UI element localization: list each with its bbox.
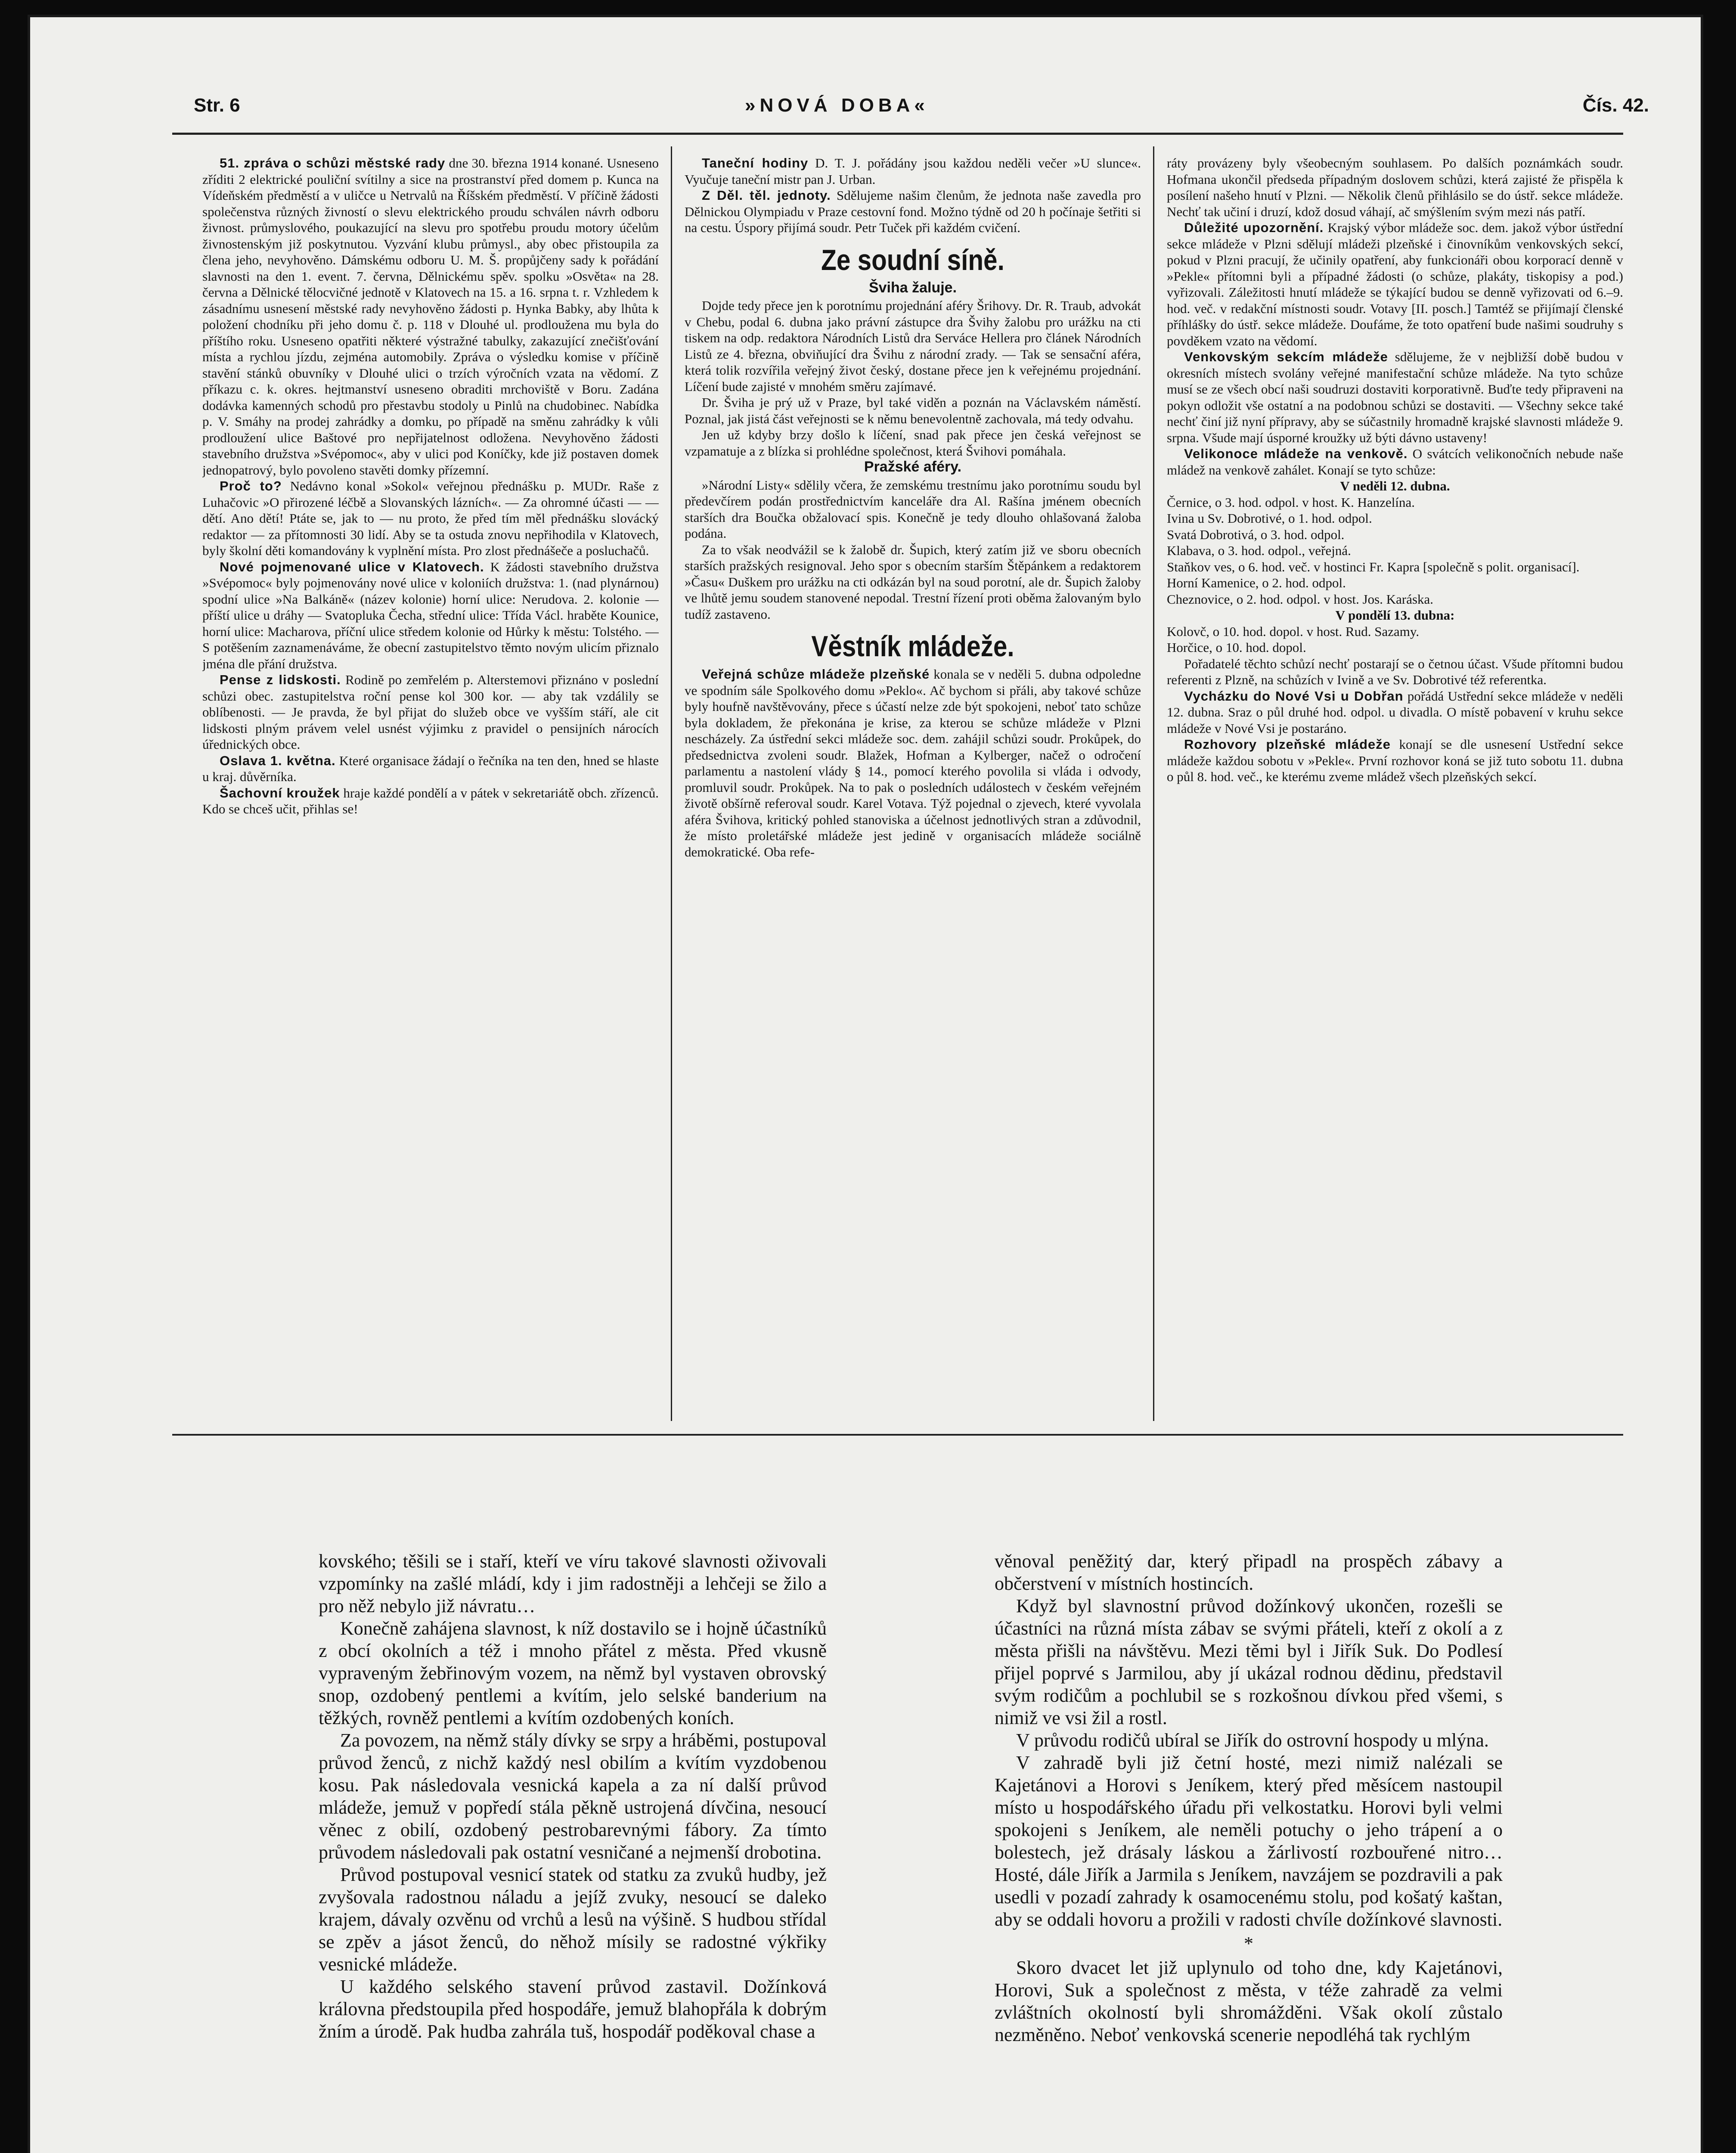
news-headline: Z Děl. těl. jednoty. xyxy=(702,188,831,203)
news-text: hraje každé pondělí a v pátek v sekretariátě obch. zřízenců. Kdo se chceš učit, přihlas se! xyxy=(202,785,659,816)
column-3 xyxy=(1167,155,1623,1447)
court-paragraph: Dojde tedy přece jen k porotnímu projednání aféry Šrihovy. Dr. R. Traub, advokát v Chebu, podal 6. dubna jako právní zástupce dra Švihy žalobu pro urážku na cti tiskem na odp. redaktora Národních Listů dra Serváce Hellera pro článek Národních Listů ze 4. března, obviňující dra Švihu z národní zrady. — Tak se sensační aféra, která tolik rozvířila veřejný život český, dostane přece jen k veřejnému projednání. Líčení bude zajisté v mnohém směru zajímavé. xyxy=(685,298,1141,394)
schedule-entry: Klabava, o 3. hod. odpol., veřejná. xyxy=(1167,543,1351,558)
masthead xyxy=(65,90,1658,129)
news-headline: Velikonoce mládeže na venkově. xyxy=(1184,446,1408,461)
serial-left-column xyxy=(319,1550,827,2153)
serial-paragraph: Průvod postupoval vesnicí statek od statku za zvuků hudby, jež zvyšovala radostnou náladu a jejíž zvuky, nesoucí se daleko krajem, dávaly ozvěnu od vrchů a lesů na výšině. S hudbou střídal se zpěv a jásot ženců, do něhož mísily se radostné výkřiky vesnické mládeže. xyxy=(319,1864,827,1975)
news-item xyxy=(202,753,659,785)
section-title-court: Ze soudní síně. xyxy=(821,243,1004,276)
news-text: Nedávno konal »Sokol« veřejnou přednášku p. MUDr. Raše z Luhačovic »O přirozené léčbě a Slovanských lázních«. — Za ohromné účasti — — dětí. Ano dětí! Ptáte se, jak to — nu proto, že před tím měl přednášku slovácký redaktor — za přítomnosti 30 lidí. Aby se ta ostuda znovu nepřihodila v Klatovech, byly školní děti komandovány k vyplnění místa. Pro zlost přednášeče a posluchačů. xyxy=(202,478,659,558)
serial-paragraph: Za povozem, na němž stály dívky se srpy a hráběmi, postupoval průvod ženců, z nichž každý nesl obilím a kvítím vyzdobenou kosu. Pak následovala vesnická kapela a za ní další průvod mládeže, jemuž v popředí stála pěkně ustrojená dívčina, nesoucí věnec z obilí, ozdobený pestrobarevnými fábory. Za tímto průvodem následovali pak ostatní vesničané a nejmenší drobotina. xyxy=(319,1730,827,1863)
news-headline: Rozhovory plzeňské mládeže xyxy=(1184,737,1391,752)
serial-right-column xyxy=(995,1550,1503,2153)
news-item xyxy=(202,672,659,753)
news-text: Které organisace žádají o řečníka na ten den, hned se hlaste u kraj. důvěrníka. xyxy=(202,753,659,784)
court-paragraph: Za to však neodvážil se k žalobě dr. Šupich, který zatím již ve sboru obecních starších pražských resignoval. Jeho spor s obecním starším Štěpánkem a redaktorem »Času« Duškem pro urážku na cti odkázán byl na soud porotní, ale dr. Šupich žaloby ve lhůtě jemu soudem stanovené nepodal. Trestní řízení proti oběma žalovaným bylo tudíž zastaveno. xyxy=(685,542,1141,622)
news-text: Sdělujeme našim členům, že jednota naše zavedla pro Dělnickou Olympiadu v Praze cestovní fond. Možno týdně od 20 h počínaje šetřiti si na cestu. Úspory přijímá soudr. Petr Tuček při každém cvičení. xyxy=(685,188,1141,235)
serial-paragraph: Konečně zahájena slavnost, k níž dostavilo se i hojně účastníků z obcí okolních a též i mnoho přátel z města. Před vkusně vypraveným žebřinovým vozem, na němž byl vystaven obrovský snop, ozdobený pentlemi a kvítím, jelo selské banderium na těžkých, rovněž pentlemi a kvítím ozdobených koních. xyxy=(319,1618,827,1728)
schedule-entry: Svatá Dobrotivá, o 3. hod. odpol. xyxy=(1167,527,1345,542)
schedule-entry: Kolovč, o 10. hod. dopol. v host. Rud. Sazamy. xyxy=(1167,624,1420,639)
schedule-entry: Horní Kamenice, o 2. hod. odpol. xyxy=(1167,575,1346,590)
column-2 xyxy=(685,155,1141,1447)
column-divider xyxy=(671,146,672,1421)
news-headline: 51. zpráva o schůzi městské rady xyxy=(220,155,446,171)
continued-paragraph: ráty provázeny byly všeobecným souhlasem. Po dalších poznámkách soudr. Hofmana ukončil předseda případným doslovem schůzi, která zajisté že přispěla k posílení našeho hnutí v Plzni. — Několik členů přihlásilo se do ústř. sekce mládeže. Nechť tak učiní i druzí, kdož dosud váhají, ač smýšlením svým mezi nás patří. xyxy=(1167,155,1623,219)
serial-paragraph: Skoro dvacet let již uplynulo od toho dne, kdy Kajetánovi, Horovi, Suk a společnost z města, v téže zahradě za velmi zvláštních okolností byli shromážděni. Však okolí zůstalo nezměněno. Neboť venkovská scenerie nepodléhá tak rychlým xyxy=(995,1957,1503,2045)
news-text: konala se v neděli 5. dubna odpoledne ve spodním sále Spolkového domu »Peklo«. Ač bychom si přáli, aby takové schůze byly houfně navštěvovány, přece s účastí nelze zde být spokojeni, neboť tato schůze byla dokladem, že překonána je krise, za kterou se schůze mládeže v Plzni nescházely. Za ústřední sekci mládeže soc. dem. zahájil schůzi soudr. Prokůpek, do předsednictva zvoleni soudr. Blažek, Hofman a Kylberger, načež o odročení parlamentu a nastolení vlády § 14., pomocí kterého povolila si vláda i odvody, promluvil soudr. Prokůpek. Na to pak o posledních událostech v českém veřejném životě obšírně referoval soudr. Karel Votava. Týž pojednal o zjevech, které vyvolala aféra Švihova, kritický pohled stanoviska a účelnost jednotlivých stran a zdůvodnil, že místo proletářské mládeže jest jedině v organisacích mládeže sociálně demokratické. Oba refe- xyxy=(685,667,1141,859)
column-1 xyxy=(202,155,659,1447)
serial-paragraph: U každého selského stavení průvod zastavil. Dožínková královna předstoupila před hospodáře, jemuž blahopřála k dobrým žním a úrodě. Pak hudba zahrála tuš, hospodář poděkoval chase a xyxy=(319,1976,827,2042)
section-title-youth: Věstník mládeže. xyxy=(811,630,1014,663)
court-paragraph: Dr. Šviha je prý už v Praze, byl také viděn a poznán na Václavském náměstí. Poznal, jak jistá část veřejnosti se k němu benevolentně zachovala, má tedy odvahu. xyxy=(685,395,1141,426)
page-label: Str. 6 xyxy=(194,95,240,116)
schedule-entry: Horčice, o 10. hod. dopol. xyxy=(1167,640,1306,655)
news-headline: Veřejná schůze mládeže plzeňské xyxy=(702,667,930,682)
news-item xyxy=(685,155,1141,187)
news-item xyxy=(202,785,659,817)
issue-number: Čís. 42. xyxy=(1582,95,1649,116)
newspaper-page xyxy=(30,17,1701,2153)
news-text: O svátcích velikonočních nebude naše mládež na venkově zahálet. Konají se tyto schůze: xyxy=(1167,446,1623,478)
serial-paragraph: V průvodu rodičů ubíral se Jiřík do ostrovní hospody u mlýna. xyxy=(1016,1730,1489,1751)
news-item xyxy=(1167,220,1623,349)
newspaper-title: »NOVÁ DOBA« xyxy=(745,95,929,116)
schedule-entry: Staňkov ves, o 6. hod. več. v hostinci Fr. Kapra [společně s polit. organisací]. xyxy=(1167,559,1580,574)
news-headline: Venkovským sekcím mládeže xyxy=(1184,349,1388,364)
news-text: Krajský výbor mládeže soc. dem. jakož výbor ústřední sekce mládeže v Plzni sdělují mládeži plzeňské i činovníkům venkovských sekcí, pokud v Plzni pracují, že učinily opatření, aby funkcionáři obou korporací denně v »Pekle« přítomni byli a případné žádosti (o schůze, plakáty, tiskopisy a pod.) vyřizovali. Záležitosti hnutí mládeže se týkající budou se denně vyřizovati od 6.–9. hod. več. v redakční místnosti soudr. Votavy [II. posch.] Tamtéž se přijímají členské příhlášky do ústř. sekce mládeže. Doufáme, že toto opatření bude našimi soudruhy s povděkem vzato na vědomí. xyxy=(1167,220,1623,348)
news-headline: Důležité upozornění. xyxy=(1184,220,1324,235)
news-item xyxy=(1167,446,1623,478)
news-item xyxy=(202,478,659,559)
court-paragraph: »Národní Listy« sdělily včera, že zemskému trestnímu jako porotnímu soudu byl předevčírem podán prostřednictvím kanceláře dra Al. Rašína jménem obecních starších dra Boučka obžalovací spis. Konečně je tedy dlouho ohlašovaná žaloba podána. xyxy=(685,477,1141,541)
news-headline: Pense z lidskosti. xyxy=(220,672,341,687)
news-headline: Proč to? xyxy=(220,478,282,493)
news-item xyxy=(1167,688,1623,737)
schedule-entry: Cheznovice, o 2. hod. odpol. v host. Jos. Karáska. xyxy=(1167,591,1434,607)
schedule-entry: Ivina u Sv. Dobrotivé, o 1. hod. odpol. xyxy=(1167,511,1372,526)
news-text: D. T. J. pořádány jsou každou neděli večer »U slunce«. Vyučuje taneční mistr pan J. Urban. xyxy=(685,155,1141,187)
serial-paragraph: V zahradě byli již četní hosté, mezi nimiž nalézali se Kajetánovi a Horovi s Jeníkem, který před měsícem nastoupil místo u hospodářského úřadu při velkostatku. Horovi byli velmi spokojeni s Jeníkem, ale neměli potuchy o jeho trápení a o bolestech, jež drásaly láskou a žárlivostí rozbouřené nitro… Hosté, dále Jiřík a Jarmila s Jeníkem, navzájem se pozdravili a pak usedli v pozadí zahrady k osamocenému stolu, pod košatý kaštan, aby se oddali hovoru a prožili v radosti chvíle dožínkové slavnosti. xyxy=(995,1752,1503,1930)
news-item xyxy=(1167,736,1623,785)
news-headline: Šachovní kroužek xyxy=(220,785,340,800)
news-text: Rodině po zemřelém p. Alterstemovi přiznáno v poslední schůzi obec. zastupitelstva roční pense kol 300 kor. — aby tak vzdálily se oblíbenosti. — Je pravda, že byl přijat do služeb obce ve vyšším stáří, ale cit lidskosti plným právem velel usnést výjimku z pravidel o pensijních nárocích úřednických obce. xyxy=(202,672,659,752)
section-divider xyxy=(172,1434,1623,1436)
news-text: K žádosti stavebního družstva »Svépomoc« byly pojmenovány nové ulice v koloniích družstva: 1. (nad plynárnou) spodní ulice »Na Balkáně« (název kolonie) horní ulice: Nerudova. 2. kolonie — příští ulice u dráhy — Svatopluka Čecha, střední ulice: Třída Václ. hraběte Kounice, horní ulice: Macharova, příční ulice středem kolonie od Hůrky k městu: Tolstého. — S potěšením zaznamenáváme, že obecní zastupitelstvo těmto novým ulicím přiznalo jména dle přání družstva. xyxy=(202,559,659,671)
schedule-day: V neděli 12. dubna. xyxy=(1340,478,1450,493)
court-subheading: Pražské aféry. xyxy=(864,459,962,475)
schedule-note: Pořadatelé těchto schůzí nechť postarají se o četnou účast. Všude přítomni budou referenti z Plzně, na schůzích v Ivině a ve Sv. Dobrotivé též referentka. xyxy=(1167,656,1623,687)
news-text: sdělujeme, že v nejbližší době budou v okresních místech svolány veřejné manifestační schůze mládeže. Na tyto schůze musí se ze všech obcí naši soudruzi dostaviti korporativně. Buďte tedy připraveni na pokyn odložit vše ostatní a na podobnou schůzi se dostaviti. — Všechny sekce také nechť činí již nyní přípravy, aby se súčastnily hromadně krajské slavnosti mládeže 9. srpna. Všude mají úsporné kroužky už býti dávno ustaveny! xyxy=(1167,349,1623,445)
schedule-day: V pondělí 13. dubna: xyxy=(1335,608,1455,623)
news-headline: Oslava 1. května. xyxy=(220,753,336,768)
news-text: pořádá Ustřední sekce mládeže v neděli 12. dubna. Sraz o půl druhé hod. odpol. u divadla. O místě pobavení v kruhu sekce mládeže v Nové Vsi je postaráno. xyxy=(1167,688,1623,736)
schedule-list xyxy=(1167,494,1623,608)
serial-paragraph: kovského; těšili se i staří, kteří ve víru takové slavnosti oživovali vzpomínky na zašlé mládí, kdy i jim radostněji a lehčeji se žilo a pro něž nebylo již návratu… xyxy=(319,1551,827,1616)
news-headline: Nové pojmenované ulice v Klatovech. xyxy=(220,559,484,574)
schedule-list xyxy=(1167,624,1623,656)
serial-paragraph: věnoval peněžitý dar, který připadl na prospěch zábavy a občerstvení v místních hostincích. xyxy=(995,1551,1503,1594)
court-paragraph: Jen už kdyby brzy došlo k líčení, snad pak přece jen česká veřejnost se vzpamatuje a z blízka si prohlédne společnost, která Švihovi pomáhala. xyxy=(685,427,1141,459)
news-item xyxy=(202,155,659,478)
news-item xyxy=(1167,349,1623,446)
masthead-rule xyxy=(172,133,1623,135)
news-item xyxy=(685,666,1141,860)
news-headline: Taneční hodiny xyxy=(702,155,809,171)
news-item xyxy=(685,187,1141,236)
schedule-entry: Černice, o 3. hod. odpol. v host. K. Hanzelína. xyxy=(1167,494,1415,510)
news-headline: Vycházku do Nové Vsi u Dobřan xyxy=(1184,688,1404,704)
news-text: konají se dle usnesení Ustřední sekce mládeže každou sobotu v »Pekle«. První rozhovor koná se již tuto sobotu 11. dubna o půl 8. hod. več., ke kterému zveme mládež všech plzeňských sekcí. xyxy=(1167,737,1623,784)
section-asterisk: * xyxy=(1244,1933,1253,1954)
column-divider xyxy=(1153,146,1154,1421)
court-subheading: Šviha žaluje. xyxy=(868,279,957,296)
serial-paragraph: Když byl slavnostní průvod dožínkový ukončen, rozešli se účastníci na různá místa zábav se svými přáteli, kteří z okolí a z města přišli na návštěvu. Mezi těmi byl i Jiřík Suk. Do Podlesí přijel poprvé s Jarmilou, aby jí ukázal rodnou dědinu, představil svým rodičům a pochlubil se s rozkošnou dívkou před všemi, s nimiž ve vsi žil a rostl. xyxy=(995,1595,1503,1728)
news-text: dne 30. března 1914 konané. Usneseno zříditi 2 elektrické pouliční svítilny a sice na prostranství před domem p. Kunca na Vídeňském předměstí a v uličce u Netrvalů na Říšském předměstí. V příčině žádosti společenstva různých živností o slevu elektrického proudu schválen návrh odboru živnost. průmyslového, poukazující na slevu pro spotřebu proudu motory účelům živnostenským již poskytnutou. Vyzvání klubu průmysl., aby obec přistoupila za člena jeho, nevyhověno. Dámskému odboru U. M. Š. propůjčeny sady k pořádání slavnosti na den 1. event. 7. června, Dělnickému spěv. spolku »Osvěta« na 28. června a Dělnické tělocvičné jednotě v Klatovech na 15. a 16. srpna t. r. Vzhledem k zásadnímu usnesení městské rady nevyhověno žádosti p. Hynka Babky, aby lhůta k položení chodníku při jeho domu č. p. 118 v Dlouhé ul. prodloužena mu byla do příštího roku. Usneseno opatřiti některé výstražné tabulky, zakazující znečišťování místa a rychlou jízdu, zejména automobily. Zpráva o výsledku komise v příčině stavění stánků obuvníky v Dlouhé ulici o trzích výročních vzata na vědomí. Z příkazu c. k. okres. hejtmanství usneseno obraditi mrchoviště v Boru. Zadána dodávka kamenných schodů pro přestavbu stodoly u Pinlů na chudobinec. Nabídka p. V. Smáhy na prodej zahrádky a domku, po případě na směnu zahrádky k vůli prodloužení ulice Baštové pro nepřijatelnost odložena. Nevyhověno žádosti stavebního družstva »Svépomoc«, aby v ulici pod Koníčky, kde již postaven domek jednopatrový, bylo povoleno stavěti domky přízemní. xyxy=(202,155,659,478)
news-item xyxy=(202,559,659,672)
